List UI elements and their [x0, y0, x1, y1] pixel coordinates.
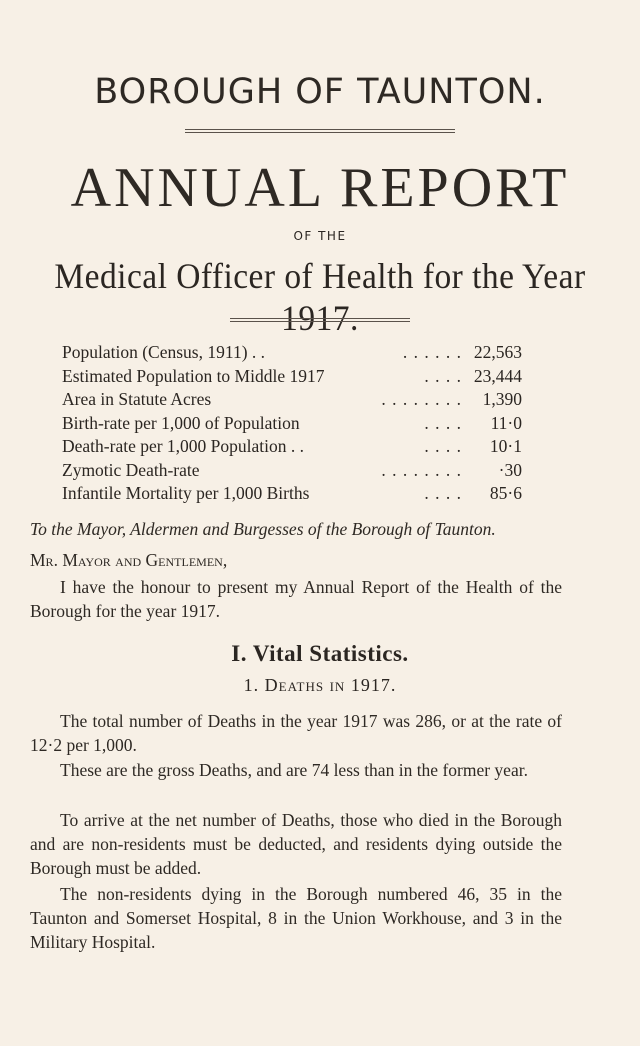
title-divider: [185, 129, 455, 133]
section-heading: I. Vital Statistics.: [231, 641, 409, 666]
stat-leader-dots: . . . . . . . .: [381, 389, 462, 409]
stat-leader-dots: . . . .: [424, 483, 462, 503]
report-title: ANNUAL REPORT: [70, 157, 570, 219]
stat-row-estimated-population: [62, 365, 522, 389]
stat-value: 10·1: [489, 436, 522, 456]
stat-row-zymotic-death-rate: [62, 459, 522, 483]
stat-value: ·30: [498, 459, 522, 480]
subtitle-divider: [230, 318, 410, 322]
stat-leader-dots: . . . .: [424, 365, 462, 386]
stat-value: 85·6: [489, 483, 522, 503]
of-the-label: OF THE: [293, 229, 347, 243]
intro-paragraph: I have the honour to present my Annual Report of the Health of the Borough for the year 1917.: [30, 577, 562, 621]
stat-leader-dots: . . . . . .: [402, 342, 462, 362]
stat-row-death-rate: [62, 435, 522, 459]
stat-label: Estimated Population to Middle 1917: [62, 365, 325, 386]
paragraph-total-deaths: The total number of Deaths in the year 1917 was 286, or at the rate of 12·2 per 1,000.: [30, 711, 562, 755]
stat-label: Birth-rate per 1,000 of Population: [62, 412, 300, 433]
paragraph-net-deaths: To arrive at the net number of Deaths, those who died in the Borough and are non-residents must be deducted, and residents dying outside the Borough must be added.: [30, 810, 562, 878]
stat-row-area: [62, 388, 522, 412]
borough-title: BOROUGH OF TAUNTON.: [94, 72, 546, 112]
paragraph-non-residents: The non-residents dying in the Borough numbered 46, 35 in the Taunton and Somerset Hospital, 8 in the Union Workhouse, and 3 in the Military Hospital.: [30, 884, 562, 952]
statistics-table: [62, 341, 522, 506]
section-subheading: 1. Deaths in 1917.: [243, 675, 397, 695]
stat-label: Population (Census, 1911) . .: [62, 342, 266, 362]
stat-row-infantile-mortality: [62, 482, 522, 506]
stat-value: 11·0: [490, 412, 522, 433]
stat-label: Area in Statute Acres: [62, 389, 212, 409]
stat-leader-dots: . . . . . . . .: [381, 459, 462, 480]
letter-salutation: Mr. Mayor and Gentlemen,: [30, 550, 228, 570]
stat-value: 23,444: [473, 365, 522, 386]
stat-label: Zymotic Death-rate: [62, 459, 200, 480]
stat-value: 1,390: [482, 389, 522, 409]
stat-leader-dots: . . . .: [424, 412, 462, 433]
report-subtitle: Medical Officer of Health for the Year 1917.: [54, 256, 586, 338]
paragraph-gross-deaths: These are the gross Deaths, and are 74 less than in the former year.: [60, 760, 528, 780]
stat-label: Death-rate per 1,000 Population . .: [62, 436, 305, 456]
letter-address: To the Mayor, Aldermen and Burgesses of the Borough of Taunton.: [30, 519, 496, 539]
stat-row-birth-rate: [62, 412, 522, 436]
stat-leader-dots: . . . .: [424, 436, 462, 456]
stat-value: 22,563: [473, 342, 522, 362]
stat-label: Infantile Mortality per 1,000 Births: [62, 483, 310, 503]
stat-row-population: [62, 341, 522, 365]
